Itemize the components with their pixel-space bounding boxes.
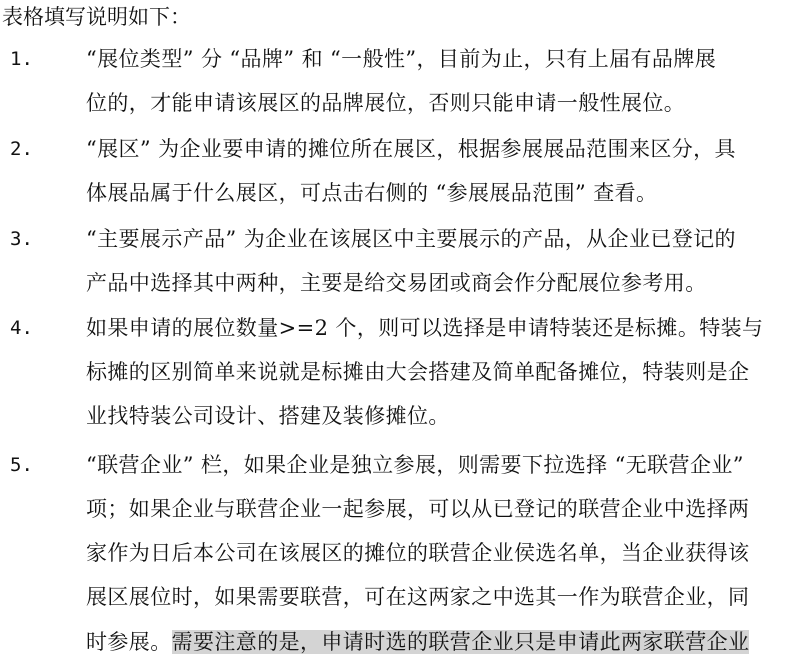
item-line: 体展品属于什么展区，可点击右侧的 “参展展品范围” 查看。: [86, 181, 658, 205]
item-line: 展区展位时，如果需要联营，可在这两家之中选其一作为联营企业，同: [86, 585, 750, 609]
highlighted-note: 需要注意的是，申请时选的联营企业只是申请此两家联营企业: [171, 630, 750, 654]
item-number: 5.: [10, 454, 33, 476]
item-line: 位的，才能申请该展区的品牌展位，否则只能申请一般性展位。: [86, 91, 686, 115]
item-line-plain: 时参展。: [86, 630, 172, 654]
item-line: 项；如果企业与联营企业一起参展，可以从已登记的联营企业中选择两: [86, 497, 750, 521]
item-line: “主要展示产品” 为企业在该展区中主要展示的产品，从企业已登记的: [86, 227, 736, 251]
item-number: 4.: [10, 317, 33, 339]
item-line: 如果申请的展位数量>=2 个，则可以选择是申请特装还是标摊。特装与: [86, 316, 764, 340]
item-number: 3.: [10, 228, 33, 250]
item-number: 2.: [10, 138, 33, 160]
item-line: 标摊的区别简单来说就是标摊由大会搭建及简单配备摊位，特装则是企: [86, 360, 750, 384]
item-line-last: [86, 627, 749, 657]
item-line: 家作为日后本公司在该展区的摊位的联营企业侯选名单，当企业获得该: [86, 541, 750, 565]
item-line: “展区” 为企业要申请的摊位所在展区，根据参展展品范围来区分，具: [86, 137, 736, 161]
instructions-heading: 表格填写说明如下：: [2, 5, 191, 29]
item-line: 业找特装公司设计、搭建及装修摊位。: [86, 404, 450, 428]
item-line: “联营企业” 栏，如果企业是独立参展，则需要下拉选择 “无联营企业”: [86, 453, 744, 477]
item-line: 产品中选择其中两种，主要是给交易团或商会作分配展位参考用。: [86, 271, 707, 295]
item-number: 1.: [10, 48, 33, 70]
item-line: “展位类型” 分 “品牌” 和 “一般性”，目前为止，只有上届有品牌展: [86, 47, 717, 71]
